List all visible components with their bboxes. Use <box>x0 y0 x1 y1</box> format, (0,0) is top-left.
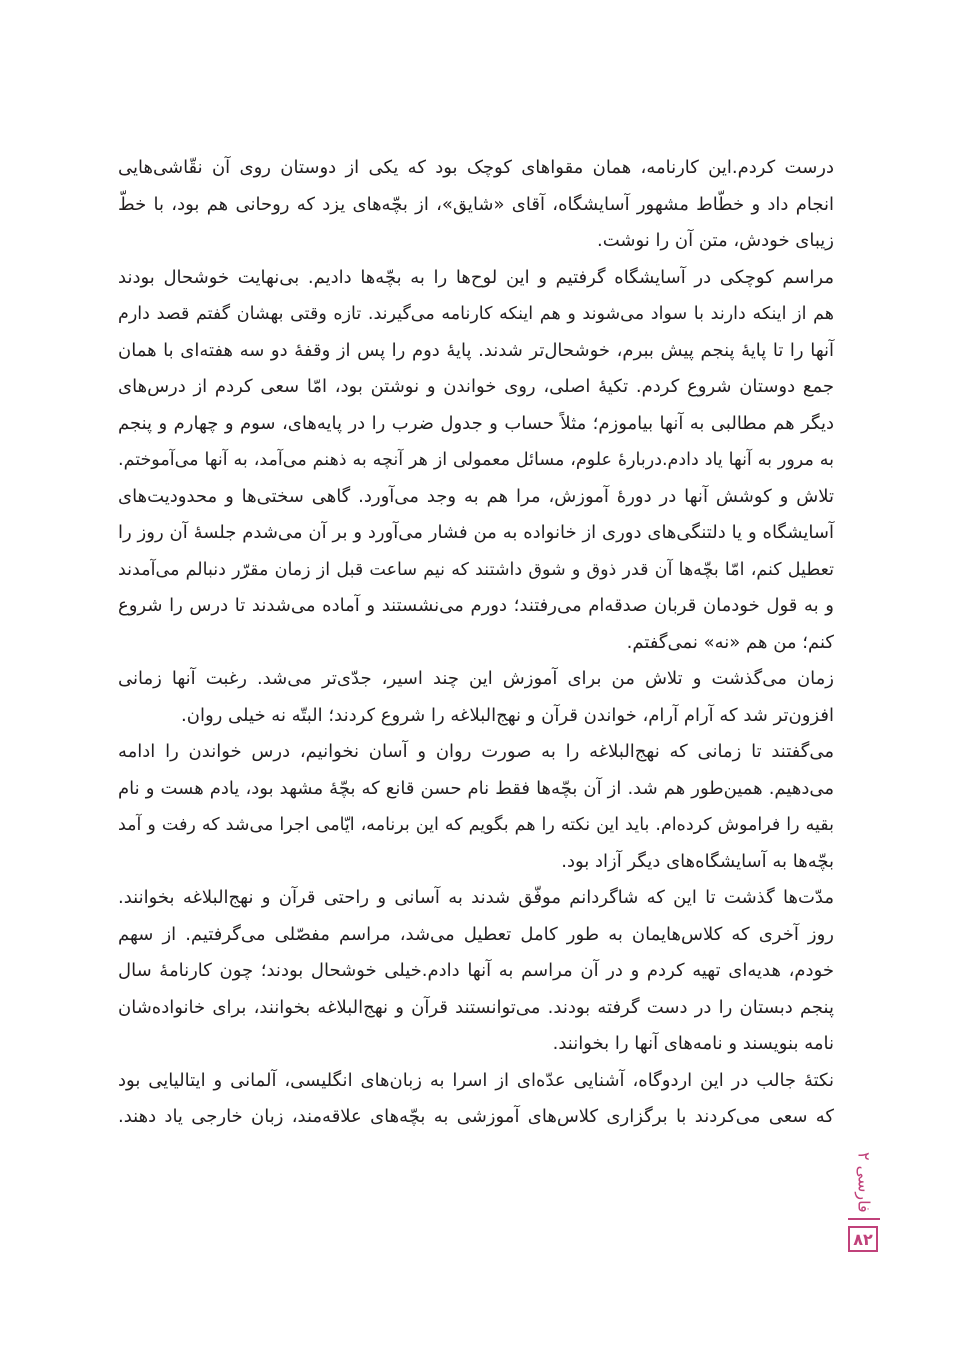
book-label-text: فارسی ۲ <box>854 1151 874 1213</box>
text-line: و به قول خودمان قربان صدقه‌ام می‌رفتند؛ دورم می‌نشستند و آماده می‌شدند تا درس را شروع <box>118 595 834 616</box>
book-label <box>851 1142 877 1222</box>
text-line: مراسم کوچکی در آسایشگاه گرفتیم و این لوح‌ها را به بچّه‌ها دادیم. بی‌نهایت خوشحال بودند <box>118 266 834 288</box>
text-line: نکتهٔ جالب در این اردوگاه، آشنایی عدّه‌ای از اسرا به زبان‌های انگلیسی، آلمانی و ایتالیایی بود <box>118 1069 834 1091</box>
text-line: می‌دهیم. همین‌طور هم شد. از آن بچّه‌ها فقط نام حسن قانع که بچّهٔ مشهد بود، یادم هست و نام <box>118 777 834 799</box>
text-line: هم از اینکه دارند با سواد می‌شوند و هم اینکه کارنامه می‌گیرند. تازه وقتی بهشان گفتم قصد دارم <box>118 304 834 324</box>
text-line: که سعی می‌کردند با برگزاری کلاس‌های آموزشی به بچّه‌های علاقه‌مند، زبان خارجی یاد دهند. <box>118 1106 834 1127</box>
text-line: تلاش و کوشش آنها در دورهٔ آموزش، مرا هم به وجد می‌آورد. گاهی سختی‌ها و محدودیت‌های <box>118 485 834 507</box>
text-line: آنها را تا پایهٔ پنجم پیش ببرم، خوشحال‌تر شدند. پایهٔ دوم را پس از وقفهٔ دو سه هفته‌ای با همان <box>118 339 834 361</box>
text-line: جمع دوستان شروع کردم. تکیهٔ اصلی، روی خواندن و نوشتن بود، امّا سعی کردم از درس‌های <box>118 376 834 397</box>
text-line: افزون‌تر شد که آرام آرام، خواندن قرآن و نهج‌البلاغه را شروع کردند؛ البتّه نه خیلی روان. <box>181 704 834 726</box>
text-line: نامه بنویسند و نامه‌های آنها را بخوانند. <box>552 1033 834 1054</box>
text-line: روز آخری که کلاس‌هایمان به طور کامل تعطیل می‌شد، مراسم مفصّلی می‌گرفتیم. از سهم <box>118 923 834 945</box>
body-text <box>118 150 834 1136</box>
text-line: دیگر هم مطالبی به آنها بیاموزم؛ مثلاً حساب و جدول ضرب را در پایه‌های، سوم و چهارم و پنجم <box>118 412 834 434</box>
text-line: بچّه‌ها به آسایشگاه‌های دیگر آزاد بود. <box>561 850 834 872</box>
footer-divider <box>848 1218 880 1220</box>
text-line: می‌گفتند تا زمانی که نهج‌البلاغه را به صورت روان و آسان نخوانیم، درس خواندن را ادامه <box>118 741 834 762</box>
text-line: مدّت‌ها گذشت تا این که شاگردانم موفّق شدند به آسانی و راحتی قرآن و نهج‌البلاغه بخوانند. <box>118 887 834 908</box>
text-line: خودم، هدیه‌ای تهیه کردم و در آن مراسم به آنها دادم.خیلی خوشحال بودند؛ چون کارنامهٔ سال <box>118 960 834 981</box>
text-line: زیبای خودش، متن آن را نوشت. <box>596 230 834 251</box>
text-line: کنم؛ من هم «نه» نمی‌گفتم. <box>626 631 834 653</box>
text-line: پنجم دبستان را در دست گرفته بودند. می‌توانستند قرآن و نهج‌البلاغه بخوانند، برای خانواده‌شان <box>118 996 834 1018</box>
text-line: زمان می‌گذشت و تلاش من برای آموزش این چند اسیر، جدّی‌تر می‌شد. رغبت آنها زمانی <box>118 668 834 689</box>
text-line: تعطیل کنم، امّا بچّه‌ها آن قدر ذوق و شوق داشتند که نیم ساعت قبل از زمان مقرّر دنبالم می‌آمدند <box>118 559 834 580</box>
text-line: درست کردم.این کارنامه، همان مقواهای کوچک بود که یکی از دوستان روی آن نقّاشی‌هایی <box>118 157 834 178</box>
text-line: بقیه را فراموش کرده‌ام. باید این نکته را هم بگویم که این برنامه، ایّامی اجرا می‌شد که رفت و آمد <box>118 815 834 835</box>
text-line: آسایشگاه و یا دلتنگی‌های دوری از خانواده به من فشار می‌آورد و بر آن می‌شدم جلسهٔ آن روز را <box>118 522 834 543</box>
text-line: به مرور به آنها یاد دادم.دربارهٔ علوم، مسائل معمولی از هر آنچه به ذهنم می‌آمد، به آنها می‌آموختم. <box>118 450 834 470</box>
text-line: انجام داد و خطّاط مشهور آسایشگاه، آقای «شایق»، از بچّه‌های یزد که روحانی هم بود، با خطّ <box>118 193 834 215</box>
page-number-text: ۸۲ <box>853 1229 873 1249</box>
page-number <box>848 1226 878 1252</box>
